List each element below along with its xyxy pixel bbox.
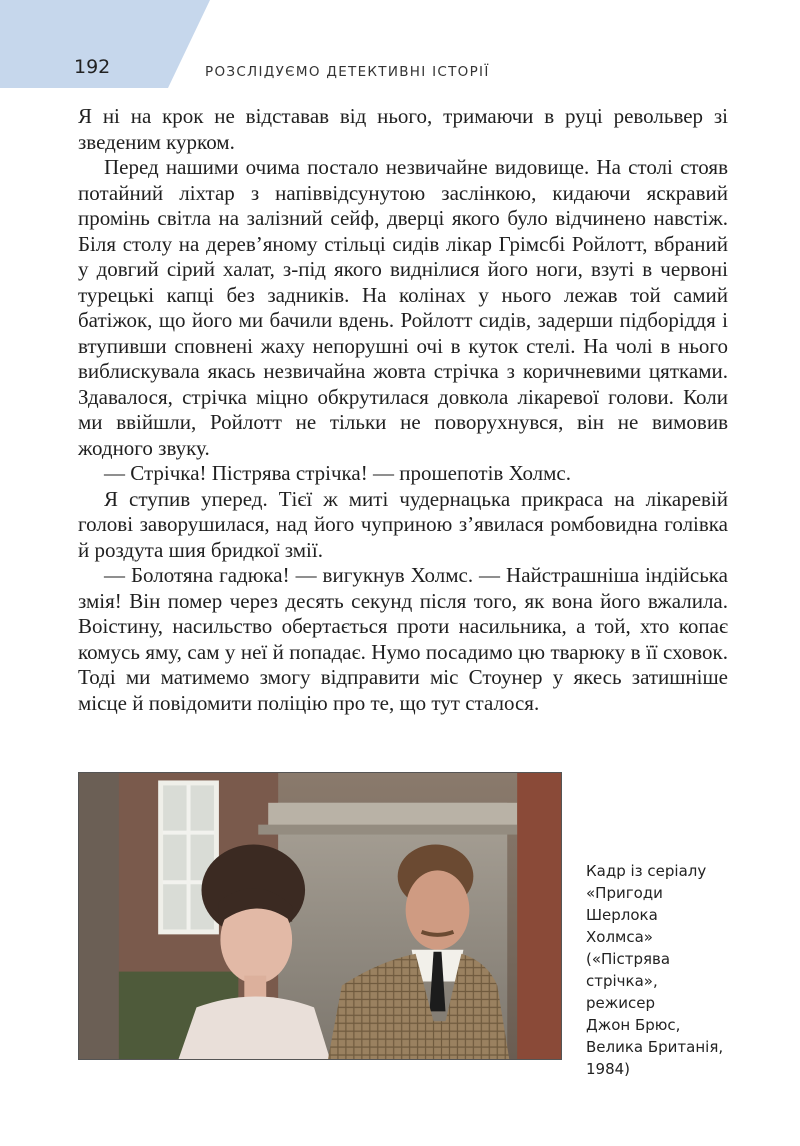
caption-line: Велика Британія, [586,1038,724,1056]
caption-line: режисер [586,994,656,1012]
caption-line: «Пригоди [586,884,663,902]
caption-line: Джон Брюс, [586,1016,681,1034]
caption-line: Шерлока [586,906,658,924]
film-still-image [78,772,562,1060]
caption-line: 1984) [586,1060,631,1078]
page-number: 192 [74,56,111,78]
caption-line: («Пістрява [586,950,671,968]
running-title: РОЗСЛІДУЄМО ДЕТЕКТИВНІ ІСТОРІЇ [205,64,490,80]
caption-line: Кадр із серіалу [586,862,707,880]
paragraph: Перед нашими очима постало незвичайне видовище. На столі стояв потайний ліхтар з напіввідсунутою заслінкою, кидаючи яскравий промінь світла на залізний сейф, дверці якого було відчинено навстіж. Біля столу на дерев’яному стільці сидів лікар Грімсбі Ройлотт, вбраний у довгий сірий халат, з-під якого виднілися його ноги, взуті в червоні турецькі капці без задників. На колінах у нього лежав той самий батіжок, що його ми бачили вдень. Ройлотт сидів, задерши підборіддя і втупивши сповнені жаху непорушні очі в куток стелі. На чолі в нього виблискувала якась незвичайна жовта стрічка з коричневими цятками. Здавалося, стрічка міцно обкрутилася довкола лікаревої голови. Коли ми ввійшли, Ройлотт не тільки не поворухнувся, він не вимовив жодного звуку. [78,155,728,460]
paragraph: Я ступив уперед. Тієї ж миті чудернацька прикраса на лікаревій голові заворушилася, над його чуприною з’явилася ромбовидна голівка й роздута шия бридкої змії. [78,486,728,562]
caption-line: стрічка», [586,972,658,990]
paragraph: — Болотяна гадюка! — вигукнув Холмс. — Найстрашніша індійська змія! Він помер через десять секунд після того, як вона його вжалила. Воістину, насильство обертається проти насильника, а той, хто копає комусь яму, сам у неї й попадає. Нумо посадимо цю тварюку в її сховок. Тоді ми матимемо змогу відправити міс Стоунер у якесь затишніше місце й повідомити поліцію про те, що тут сталося. [78,563,728,715]
story-text [78,104,728,716]
figure-caption [586,860,746,1080]
paragraph: — Стрічка! Пістрява стрічка! — прошепотів Холмс. [104,461,572,485]
paragraph: Я ні на крок не відставав від нього, тримаючи в руці револьвер зі зведеним курком. [78,104,728,154]
caption-line: Холмса» [586,928,653,946]
